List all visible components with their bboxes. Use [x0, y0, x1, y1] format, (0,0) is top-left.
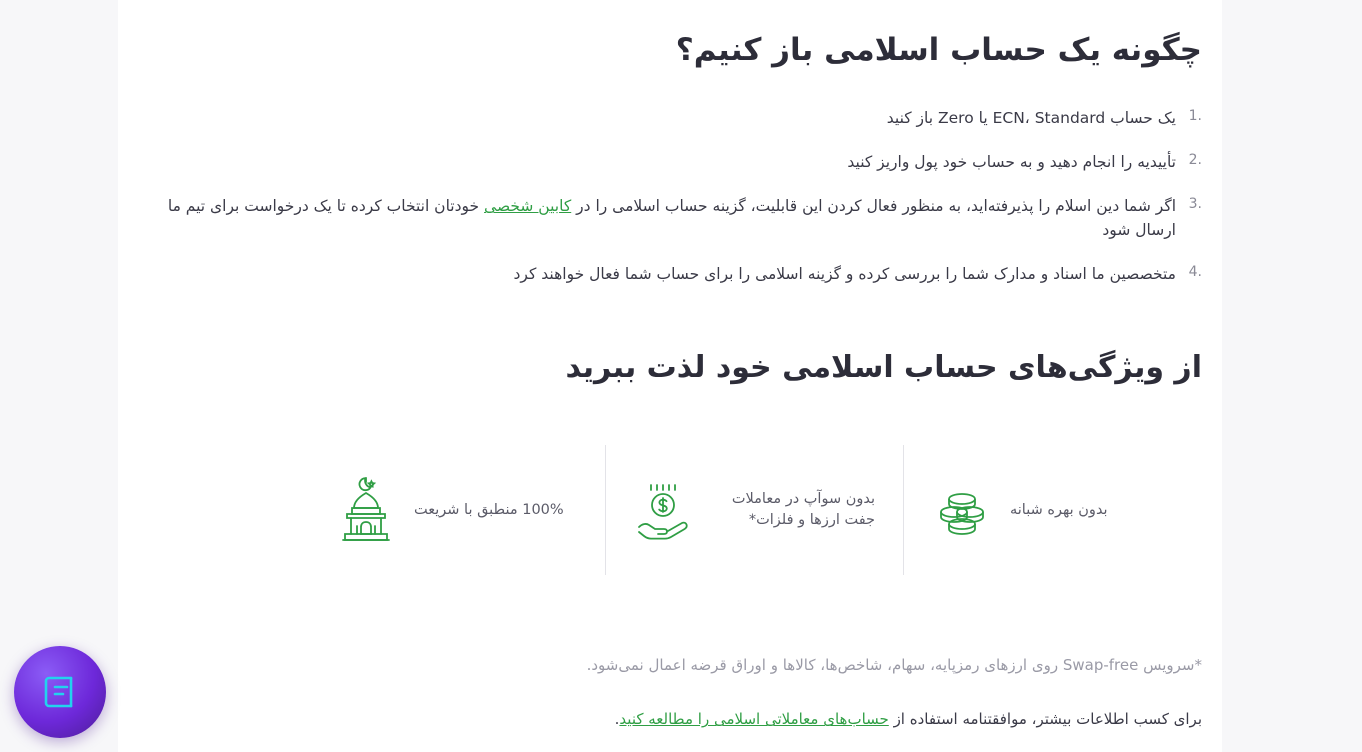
list-item [138, 194, 1202, 242]
step-text: تأییدیه را انجام دهید و به حساب خود پول واریز کنید [847, 153, 1176, 172]
feature-label: بدون بهره شبانه [1010, 501, 1108, 518]
personal-cabinet-link[interactable]: کابین شخصی [484, 197, 572, 216]
features-heading: از ویژگی‌های حساب اسلامی خود لذت ببرید [565, 350, 1202, 386]
islamic-accounts-agreement-link[interactable]: حساب‌های معاملاتی اسلامی را مطالعه کنید [619, 710, 889, 729]
feature-shariah-compliant [308, 445, 606, 575]
swap-free-footnote [138, 653, 1202, 677]
feature-no-overnight-interest [904, 445, 1202, 575]
feature-label: بدون سوآپ در معاملات جفت ارزها و فلزات* [731, 490, 875, 529]
chat-support-icon [37, 669, 83, 715]
list-item [138, 106, 1202, 130]
more-info-paragraph [138, 707, 1202, 733]
hand-money-icon [634, 475, 694, 545]
page-title: چگونه یک حساب اسلامی باز کنیم؟ [675, 32, 1202, 68]
list-item [138, 262, 1202, 286]
how-to-open-steps-list [138, 106, 1202, 286]
chat-support-button[interactable] [14, 646, 106, 738]
footnote-text-before: *سرویس [1138, 656, 1202, 675]
list-item [138, 150, 1202, 174]
more-info-text-before: برای کسب اطلاعات بیشتر، موافقتنامه استفاده از [888, 710, 1202, 729]
features-section [138, 348, 1202, 575]
more-info-text-after: . [614, 710, 620, 729]
step-text: متخصصین ما اسناد و مدارک شما را بررسی کرده و گزینه اسلامی را برای حساب شما فعال خواهند کرد [513, 265, 1176, 284]
step-text: اگر شما دین اسلام را پذیرفته‌اید، به منظور فعال کردن این قابلیت، گزینه حساب اسلامی را در [571, 197, 1176, 216]
step-text-continued: خودتان انتخاب کرده تا یک درخواست برای تیم ما ارسال شود [167, 197, 1176, 240]
content-column [118, 0, 1222, 752]
feature-label: 100% منطبق با شریعت [414, 501, 564, 518]
step-text: یک حساب ECN، Standard یا Zero باز کنید [886, 109, 1176, 128]
features-row [138, 445, 1202, 575]
coins-icon [932, 475, 992, 545]
content-inner [138, 0, 1202, 733]
footnote-text-after: روی ارزهای رمزپایه، سهام، شاخص‌ها، کالاها و اوراق قرضه اعمال نمی‌شود. [586, 656, 1063, 675]
footnote-highlight: Swap-free [1062, 656, 1139, 675]
feature-no-swap [606, 445, 904, 575]
mosque-icon [336, 475, 396, 545]
